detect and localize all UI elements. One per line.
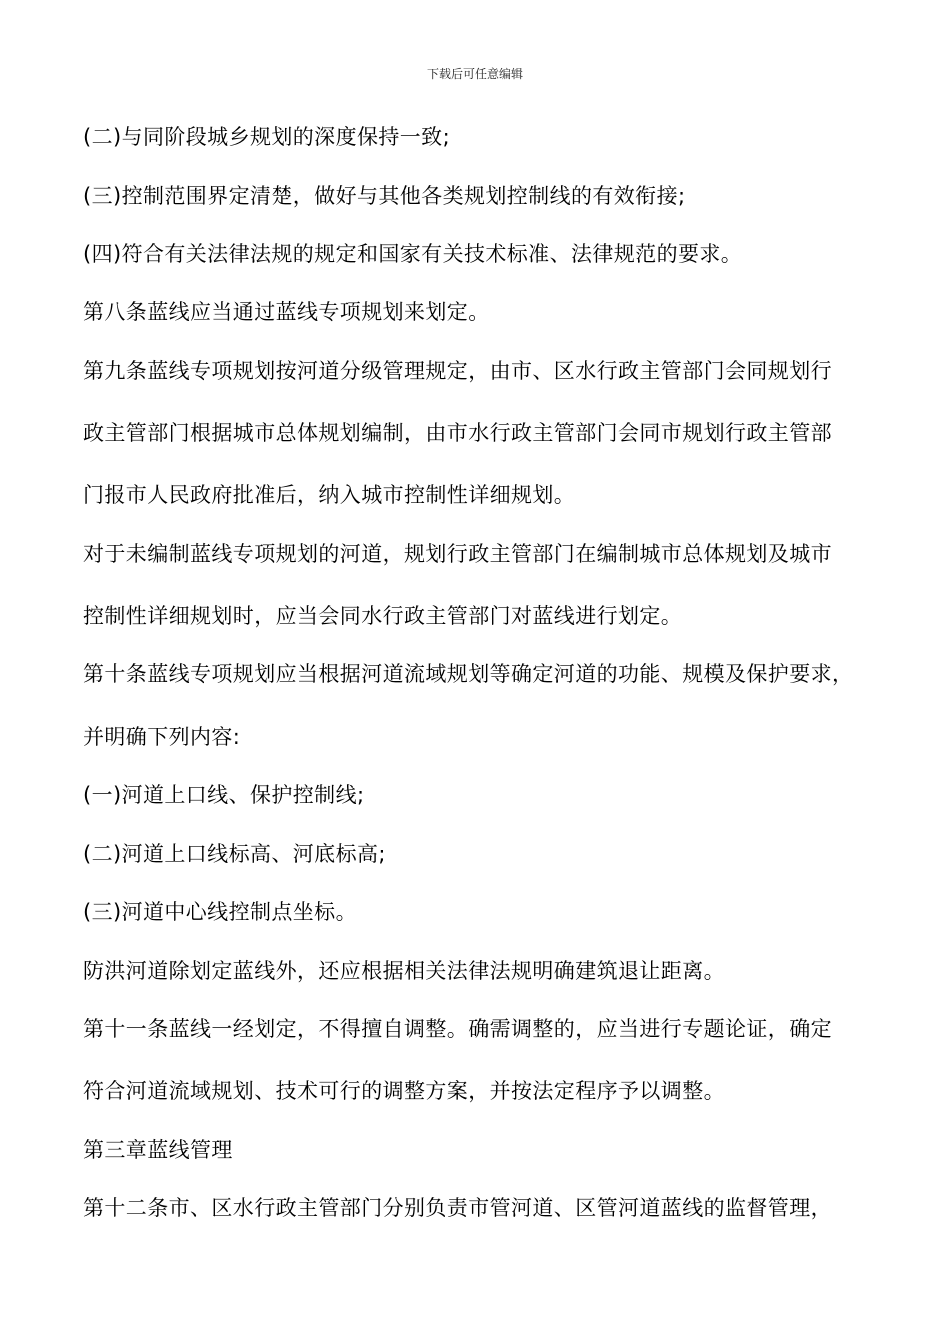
- text-line: 门报市人民政府批准后，纳入城市控制性详细规划。: [83, 483, 576, 507]
- text-line: 第十条蓝线专项规划应当根据河道流域规划等确定河道的功能、规模及保护要求，: [83, 662, 854, 686]
- text-line: (二)与同阶段城乡规划的深度保持一致;: [83, 125, 451, 149]
- text-line: 对于未编制蓝线专项规划的河道，规划行政主管部门在编制城市总体规划及城市: [83, 542, 832, 566]
- text-line: 第三章蓝线管理: [83, 1138, 233, 1162]
- text-line: (一)河道上口线、保护控制线;: [83, 783, 365, 807]
- text-line: 第十一条蓝线一经划定，不得擅自调整。确需调整的，应当进行专题论证，确定: [83, 1017, 832, 1041]
- text-line: 并明确下列内容:: [83, 725, 241, 749]
- text-line: (三)河道中心线控制点坐标。: [83, 900, 357, 924]
- text-line: 第九条蓝线专项规划按河道分级管理规定，由市、区水行政主管部门会同规划行: [83, 359, 832, 383]
- text-line: 控制性详细规划时，应当会同水行政主管部门对蓝线进行划定。: [83, 604, 683, 628]
- text-line: (二)河道上口线标高、河底标高;: [83, 842, 386, 866]
- text-line: 第十二条市、区水行政主管部门分别负责市管河道、区管河道蓝线的监督管理，: [83, 1196, 832, 1220]
- text-line: 第八条蓝线应当通过蓝线专项规划来划定。: [83, 300, 490, 324]
- text-line: (三)控制范围界定清楚，做好与其他各类规划控制线的有效衔接;: [83, 184, 686, 208]
- text-line: 防洪河道除划定蓝线外，还应根据相关法律法规明确建筑退让距离。: [83, 959, 725, 983]
- text-line: 政主管部门根据城市总体规划编制，由市水行政主管部门会同市规划行政主管部: [83, 421, 832, 445]
- text-line: 符合河道流域规划、技术可行的调整方案，并按法定程序予以调整。: [83, 1079, 725, 1103]
- text-line: (四)符合有关法律法规的规定和国家有关技术标准、法律规范的要求。: [83, 242, 743, 266]
- page-header: 下载后可任意编辑: [426, 67, 523, 81]
